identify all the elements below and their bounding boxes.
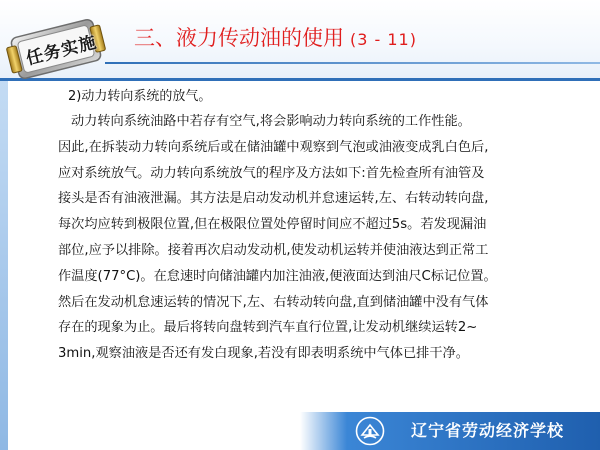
footer-fade [300,412,347,450]
header-divider [105,62,600,64]
task-badge [6,6,106,92]
school-banner [347,412,600,450]
page-title-text: 三、液力传动油的使用 [134,26,344,50]
main-content [58,84,586,367]
body-line: 作温度(77°C)。在怠速时向储油罐内加注油液,便液面达到油尺C标记位置。 [58,268,497,284]
page-title [134,22,417,54]
school-emblem-icon [355,416,385,446]
body-line: 每次均应转到极限位置,但在极限位置处停留时间应不超过5s。若发现漏油 [58,217,487,233]
body-line: 应对系统放气。动力转向系统放气的程序及方法如下:首先检查所有油管及 [58,165,485,181]
body-line: 3min,观察油液是否还有发白现象,若没有即表明系统中气体已排干净。 [58,346,469,362]
body-line: 因此,在拆装动力转向系统后或在储油罐中观察到气泡或油液变成乳白色后, [58,139,489,155]
body-line: 存在的现象为止。最后将转向盘转到汽车直行位置,让发动机继续运转2~ [58,320,478,336]
badge-text: 任务实施 [24,32,99,70]
page-title-code: (3 - 11) [350,30,417,49]
body-line: 部位,应予以排除。接着再次启动发动机,使发动机运转并使油液达到正常工 [58,242,489,258]
section-heading: 2)动力转向系统的放气。 [68,89,212,104]
school-name: 辽宁省劳动经济学校 [411,421,565,440]
body-paragraph [58,109,586,367]
body-line: 然后在发动机怠速运转的情况下,左、右转动转向盘,直到储油罐中没有气体 [58,294,489,310]
body-line: 动力转向系统油路中若存有空气,将会影响动力转向系统的工作性能。 [71,114,471,129]
body-line: 接头是否有油液泄漏。其方法是启动发动机并怠速运转,左、右转动转向盘, [58,191,489,207]
